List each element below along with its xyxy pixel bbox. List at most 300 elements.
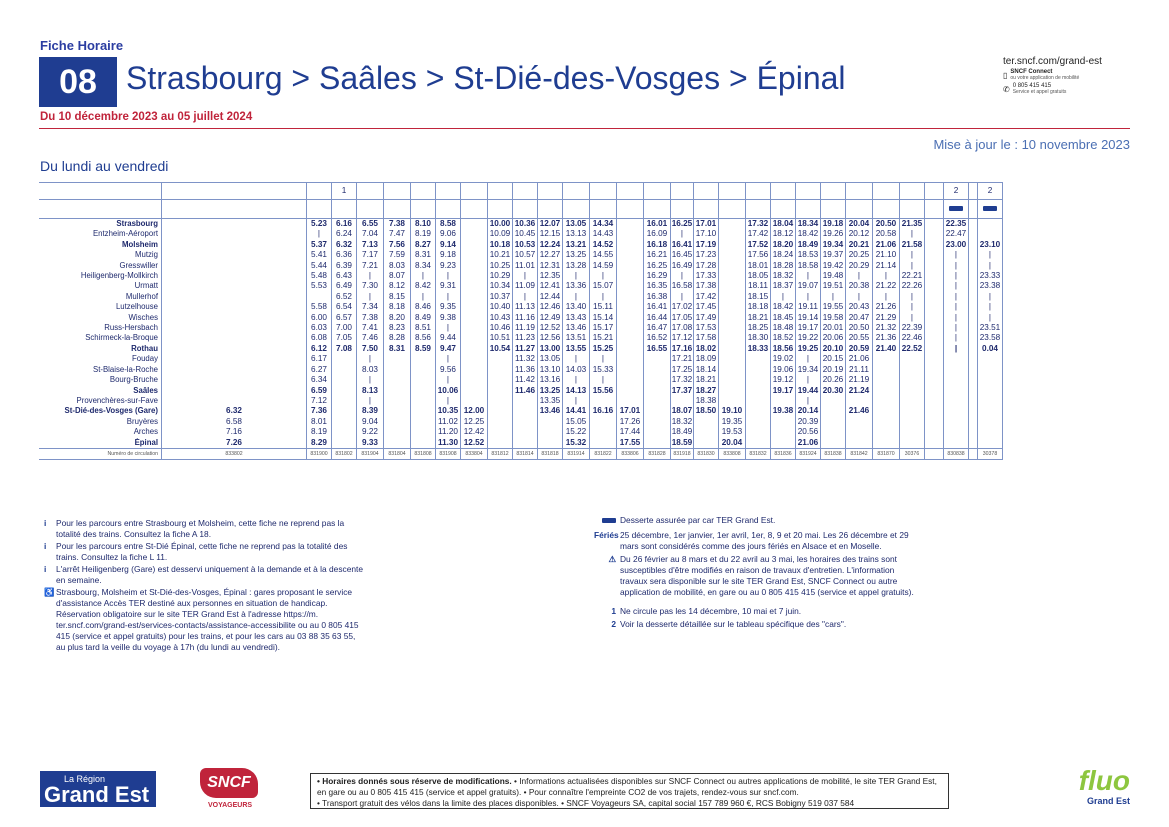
departure-time: 11.02 bbox=[436, 417, 461, 427]
departure-time: 10.51 bbox=[488, 333, 513, 343]
departure-time: 19.17 bbox=[796, 323, 821, 333]
region-grand-est-logo bbox=[40, 771, 156, 807]
departure-time: 12.41 bbox=[538, 281, 563, 291]
departure-time: 22.39 bbox=[900, 323, 925, 333]
departure-time bbox=[461, 271, 488, 281]
departure-time bbox=[644, 354, 671, 364]
note-cell bbox=[563, 183, 590, 200]
service-type-cell bbox=[821, 200, 846, 219]
departure-time: 13.16 bbox=[538, 375, 563, 385]
train-number: 831832 bbox=[746, 448, 771, 459]
departure-time: | bbox=[563, 271, 590, 281]
note-cell bbox=[411, 183, 436, 200]
departure-time: 10.57 bbox=[513, 250, 538, 260]
train-number bbox=[969, 448, 978, 459]
departure-time bbox=[969, 396, 978, 406]
service-type-cell bbox=[969, 200, 978, 219]
departure-time: 8.56 bbox=[411, 333, 436, 343]
departure-time: 18.20 bbox=[771, 240, 796, 250]
sncf-logo-mark: SNCF bbox=[200, 768, 258, 798]
departure-time: 19.18 bbox=[821, 219, 846, 230]
departure-time: 17.01 bbox=[617, 406, 644, 416]
departure-time: | bbox=[900, 302, 925, 312]
departure-time bbox=[873, 427, 900, 437]
departure-time bbox=[461, 229, 488, 239]
departure-time: 17.25 bbox=[671, 364, 693, 374]
departure-time: | bbox=[873, 271, 900, 281]
header-station-cell bbox=[39, 200, 162, 219]
departure-time: 6.58 bbox=[162, 417, 307, 427]
service-type-cell bbox=[671, 200, 694, 219]
timetable bbox=[39, 182, 1003, 460]
departure-time bbox=[384, 375, 411, 385]
departure-time bbox=[719, 219, 746, 230]
departure-time: 12.56 bbox=[538, 333, 563, 343]
departure-time: 9.14 bbox=[436, 240, 461, 250]
departure-time: | bbox=[411, 271, 436, 281]
legend-text: Ne circule pas les 14 décembre, 10 mai et 7 juin. bbox=[620, 606, 802, 616]
departure-time bbox=[846, 427, 873, 437]
departure-time bbox=[846, 417, 873, 427]
departure-time: 5.48 bbox=[307, 271, 332, 281]
legend-text: Voir la desserte détaillée sur le tableau spécifique des "cars". bbox=[620, 619, 847, 629]
station-name: Provenchères-sur-Fave bbox=[76, 395, 158, 405]
departure-time: 6.39 bbox=[332, 261, 357, 271]
departure-time: 19.48 bbox=[821, 271, 846, 281]
departure-time bbox=[513, 427, 538, 437]
departure-time: 21.35 bbox=[900, 219, 925, 230]
departure-time: 9.18 bbox=[436, 250, 461, 260]
departure-time: 20.10 bbox=[821, 344, 846, 354]
line-number-badge: 08 bbox=[39, 57, 117, 107]
departure-time bbox=[969, 302, 978, 312]
departure-time: 10.00 bbox=[488, 219, 513, 230]
departure-time: 17.05 bbox=[671, 312, 693, 322]
departure-time: 13.36 bbox=[563, 281, 590, 291]
station-name: Lutzelhouse bbox=[115, 302, 158, 312]
train-number-label: Numéro de circulation bbox=[39, 448, 162, 459]
departure-time: 18.34 bbox=[796, 219, 821, 230]
departure-time: 7.00 bbox=[332, 323, 357, 333]
departure-time: 17.38 bbox=[694, 281, 719, 291]
service-type-cell bbox=[357, 200, 384, 219]
departure-time: 8.18 bbox=[384, 302, 411, 312]
departure-time: 17.32 bbox=[671, 375, 693, 385]
departure-time: 15.33 bbox=[590, 365, 617, 375]
legend-item bbox=[594, 530, 924, 552]
departure-time: 23.10 bbox=[978, 240, 1003, 250]
service-type-cell bbox=[694, 200, 719, 219]
departure-time: 20.04 bbox=[719, 438, 746, 449]
departure-time: 5.37 bbox=[307, 240, 332, 250]
departure-time bbox=[162, 386, 307, 396]
departure-time: 8.12 bbox=[384, 281, 411, 291]
departure-time: 10.29 bbox=[488, 271, 513, 281]
departure-time: | bbox=[900, 261, 925, 271]
station-name: St-Dié-des-Vosges (Gare) bbox=[64, 406, 158, 416]
departure-time: 20.12 bbox=[846, 229, 873, 239]
departure-time bbox=[978, 406, 1003, 416]
departure-time: 17.53 bbox=[694, 323, 719, 333]
departure-time bbox=[925, 396, 944, 406]
departure-time: 17.12 bbox=[671, 333, 693, 343]
note-item bbox=[44, 564, 364, 586]
departure-time: 21.06 bbox=[846, 354, 873, 364]
departure-time: 16.41 bbox=[644, 302, 671, 312]
departure-time bbox=[461, 344, 488, 354]
departure-time: 17.08 bbox=[671, 323, 693, 333]
departure-time: 12.44 bbox=[538, 292, 563, 302]
departure-time: 10.46 bbox=[488, 323, 513, 333]
departure-time: 19.38 bbox=[771, 406, 796, 416]
departure-time bbox=[719, 354, 746, 364]
departure-time bbox=[925, 386, 944, 396]
departure-time: 21.14 bbox=[873, 261, 900, 271]
departure-time bbox=[746, 417, 771, 427]
departure-time: 17.55 bbox=[617, 438, 644, 449]
departure-time: | bbox=[944, 292, 969, 302]
departure-time: 18.58 bbox=[796, 261, 821, 271]
departure-time bbox=[162, 261, 307, 271]
note-cell bbox=[925, 183, 944, 200]
departure-time: 18.38 bbox=[694, 396, 719, 406]
departure-time bbox=[617, 240, 644, 250]
departure-time bbox=[719, 333, 746, 343]
departure-time bbox=[925, 333, 944, 343]
departure-time: 0.04 bbox=[978, 344, 1003, 354]
departure-time: 6.16 bbox=[332, 219, 357, 230]
departure-time: 17.52 bbox=[746, 240, 771, 250]
departure-time bbox=[771, 427, 796, 437]
departure-time: 18.49 bbox=[796, 240, 821, 250]
departure-time: 13.55 bbox=[563, 344, 590, 354]
train-number: 831842 bbox=[846, 448, 873, 459]
note-cell bbox=[846, 183, 873, 200]
departure-time bbox=[461, 375, 488, 385]
departure-time: 19.35 bbox=[719, 417, 746, 427]
departure-time: 6.03 bbox=[307, 323, 332, 333]
departure-time: 8.39 bbox=[357, 406, 384, 416]
departure-time: 7.56 bbox=[384, 240, 411, 250]
departure-time: | bbox=[846, 271, 873, 281]
departure-time bbox=[162, 344, 307, 354]
timetable-row bbox=[39, 375, 1003, 385]
departure-time bbox=[900, 427, 925, 437]
departure-time bbox=[461, 240, 488, 250]
departure-time bbox=[384, 396, 411, 406]
departure-time: 18.27 bbox=[694, 386, 719, 396]
departure-time: 17.10 bbox=[694, 229, 719, 239]
departure-time bbox=[617, 323, 644, 333]
departure-time: 11.01 bbox=[513, 261, 538, 271]
departure-time bbox=[644, 438, 671, 449]
departure-time: 6.32 bbox=[162, 406, 307, 416]
departure-time bbox=[821, 417, 846, 427]
departure-time bbox=[978, 438, 1003, 449]
legend-label: 1 bbox=[611, 606, 616, 616]
departure-time bbox=[590, 438, 617, 449]
departure-time: 16.09 bbox=[644, 229, 671, 239]
departure-time: 17.56 bbox=[746, 250, 771, 260]
departure-time: 21.46 bbox=[846, 406, 873, 416]
footer-line1-bold: • Horaires donnés sous réserve de modifications. bbox=[317, 776, 512, 786]
departure-time: 11.32 bbox=[513, 354, 538, 364]
departure-time bbox=[944, 406, 969, 416]
departure-time: 19.07 bbox=[796, 281, 821, 291]
departure-time bbox=[719, 240, 746, 250]
footer-line2: • Transport gratuit des vélos dans la limite des places disponibles. • SNCF Voyageurs SA, capital social 157 789 960 €, RCS Bobigny 519 037 584 bbox=[317, 798, 855, 808]
note-cell bbox=[488, 183, 513, 200]
departure-time bbox=[873, 406, 900, 416]
legend-text: Du 26 février au 8 mars et du 22 avril au 3 mai, les horaires des trains sont susceptibles d'être modifiés en raison de travaux d'entretien. L'information travaux sera disponible sur le site TER Grand Est, SNCF Connect ou autre application de mobilité, en gare ou au 0 805 415 415 (service et appel gratuits). bbox=[620, 554, 914, 597]
departure-time: 16.25 bbox=[644, 261, 671, 271]
departure-time bbox=[873, 354, 900, 364]
departure-time bbox=[384, 365, 411, 375]
timetable-row bbox=[39, 354, 1003, 364]
station-name: Entzheim-Aéroport bbox=[92, 229, 158, 239]
departure-time: 10.54 bbox=[488, 344, 513, 354]
service-type-cell bbox=[644, 200, 671, 219]
timetable-row bbox=[39, 396, 1003, 406]
departure-time bbox=[969, 375, 978, 385]
timetable-row bbox=[39, 344, 1003, 354]
departure-time: 17.02 bbox=[671, 302, 693, 312]
departure-time bbox=[821, 438, 846, 449]
departure-time bbox=[617, 396, 644, 406]
departure-time bbox=[978, 229, 1003, 239]
station-name: Mullerhof bbox=[125, 291, 158, 301]
notes-left bbox=[44, 518, 364, 654]
departure-time: 16.01 bbox=[644, 219, 671, 230]
departure-time: 11.27 bbox=[513, 344, 538, 354]
departure-time: 17.58 bbox=[694, 333, 719, 343]
departure-time bbox=[944, 365, 969, 375]
departure-time: 23.38 bbox=[978, 281, 1003, 291]
departure-time bbox=[925, 427, 944, 437]
departure-time: 22.47 bbox=[944, 229, 969, 239]
departure-time: | bbox=[796, 375, 821, 385]
departure-time: 8.31 bbox=[384, 344, 411, 354]
note-cell bbox=[821, 183, 846, 200]
station-name: Strasbourg bbox=[39, 219, 162, 230]
departure-time bbox=[411, 438, 436, 449]
departure-time: 11.23 bbox=[513, 333, 538, 343]
departure-time bbox=[900, 365, 925, 375]
departure-time bbox=[925, 375, 944, 385]
departure-time: | bbox=[944, 344, 969, 354]
departure-time: 14.13 bbox=[563, 386, 590, 396]
departure-time: 16.41 bbox=[671, 239, 693, 249]
departure-time: 20.15 bbox=[821, 354, 846, 364]
phone-sub: Service et appel gratuits bbox=[1012, 89, 1067, 95]
departure-time: 19.34 bbox=[796, 365, 821, 375]
departure-time bbox=[900, 375, 925, 385]
service-type-cell bbox=[332, 200, 357, 219]
train-number: 831830 bbox=[694, 448, 719, 459]
departure-time bbox=[332, 386, 357, 396]
departure-time: 9.31 bbox=[436, 281, 461, 291]
departure-time: 20.43 bbox=[846, 302, 873, 312]
departure-time: 7.17 bbox=[357, 250, 384, 260]
departure-time bbox=[719, 302, 746, 312]
departure-time: 7.21 bbox=[357, 261, 384, 271]
website-link[interactable]: ter.sncf.com/grand-est bbox=[1003, 56, 1102, 67]
departure-time bbox=[307, 292, 332, 302]
departure-time bbox=[969, 427, 978, 437]
departure-time bbox=[925, 250, 944, 260]
departure-time: 8.01 bbox=[307, 417, 332, 427]
departure-time bbox=[461, 313, 488, 323]
departure-time: 8.15 bbox=[384, 292, 411, 302]
service-type-cell bbox=[900, 200, 925, 219]
departure-time: | bbox=[357, 271, 384, 281]
departure-time: 19.44 bbox=[796, 386, 821, 396]
contact-box bbox=[1003, 56, 1131, 100]
departure-time bbox=[384, 406, 411, 416]
departure-time bbox=[925, 229, 944, 239]
departure-time bbox=[746, 375, 771, 385]
train-number: 831924 bbox=[796, 448, 821, 459]
departure-time: 19.51 bbox=[821, 281, 846, 291]
departure-time: 22.21 bbox=[900, 271, 925, 281]
departure-time bbox=[746, 406, 771, 416]
departure-time: 6.59 bbox=[307, 386, 332, 396]
departure-time bbox=[873, 386, 900, 396]
departure-time: 13.46 bbox=[563, 323, 590, 333]
departure-time: 13.10 bbox=[538, 365, 563, 375]
departure-time: 12.00 bbox=[461, 406, 488, 416]
departure-time: 7.36 bbox=[307, 406, 332, 416]
service-type-cell bbox=[771, 200, 796, 219]
train-number: 831918 bbox=[671, 448, 694, 459]
departure-time bbox=[538, 438, 563, 449]
note-cell bbox=[357, 183, 384, 200]
departure-time bbox=[969, 323, 978, 333]
departure-time: 17.26 bbox=[617, 417, 644, 427]
departure-time bbox=[162, 396, 307, 406]
departure-time: 16.47 bbox=[644, 323, 671, 333]
station-name: Molsheim bbox=[122, 239, 158, 249]
note-cell bbox=[746, 183, 771, 200]
departure-time: | bbox=[671, 292, 694, 302]
departure-time bbox=[332, 396, 357, 406]
service-type-cell bbox=[846, 200, 873, 219]
departure-time: 5.41 bbox=[307, 250, 332, 260]
service-type-cell bbox=[978, 200, 1003, 219]
notes-right bbox=[594, 515, 924, 632]
departure-time bbox=[411, 406, 436, 416]
departure-time: | bbox=[590, 292, 617, 302]
sncf-voyageurs-logo bbox=[200, 768, 260, 812]
departure-time: 16.49 bbox=[671, 260, 693, 270]
departure-time bbox=[925, 417, 944, 427]
timetable-row bbox=[39, 427, 1003, 437]
departure-time: 18.24 bbox=[771, 250, 796, 260]
departure-time: 22.26 bbox=[900, 281, 925, 291]
departure-time: 10.36 bbox=[513, 219, 538, 230]
departure-time: 19.25 bbox=[796, 344, 821, 354]
departure-time: | bbox=[590, 271, 617, 281]
timetable-row bbox=[39, 240, 1003, 250]
departure-time bbox=[719, 323, 746, 333]
departure-time: 17.45 bbox=[694, 302, 719, 312]
departure-time: 9.33 bbox=[357, 438, 384, 449]
departure-time bbox=[969, 354, 978, 364]
departure-time bbox=[617, 229, 644, 239]
departure-time bbox=[644, 375, 671, 385]
departure-time: 17.23 bbox=[694, 250, 719, 260]
departure-time bbox=[162, 375, 307, 385]
departure-time: 20.25 bbox=[846, 250, 873, 260]
departure-time: 12.15 bbox=[538, 229, 563, 239]
service-type-cell bbox=[563, 200, 590, 219]
departure-time: | bbox=[590, 354, 617, 364]
departure-time bbox=[746, 386, 771, 396]
departure-time: 15.05 bbox=[563, 417, 590, 427]
service-type-cell bbox=[411, 200, 436, 219]
departure-time: 20.04 bbox=[846, 219, 873, 230]
departure-time: 7.38 bbox=[384, 219, 411, 230]
departure-time: 13.00 bbox=[538, 344, 563, 354]
legend-item bbox=[594, 619, 924, 630]
departure-time: 20.30 bbox=[821, 386, 846, 396]
departure-time: 20.14 bbox=[796, 406, 821, 416]
service-type-cell bbox=[944, 200, 969, 219]
departure-time: 8.13 bbox=[357, 386, 384, 396]
departure-time bbox=[719, 365, 746, 375]
departure-time: 6.27 bbox=[307, 365, 332, 375]
departure-time: 14.41 bbox=[563, 406, 590, 416]
departure-time: 19.37 bbox=[821, 250, 846, 260]
departure-time: 13.05 bbox=[538, 354, 563, 364]
departure-time bbox=[461, 261, 488, 271]
header-divider bbox=[39, 128, 1130, 129]
station-name: Schirmeck-la-Broque bbox=[85, 333, 158, 343]
departure-time bbox=[821, 396, 846, 406]
departure-time bbox=[411, 354, 436, 364]
departure-time: 19.53 bbox=[719, 427, 746, 437]
departure-time: 17.44 bbox=[617, 427, 644, 437]
departure-time bbox=[978, 417, 1003, 427]
departure-time: 7.46 bbox=[357, 333, 384, 343]
departure-time: 18.04 bbox=[771, 219, 796, 230]
departure-time bbox=[873, 438, 900, 449]
timetable-row bbox=[39, 438, 1003, 449]
departure-time bbox=[461, 386, 488, 396]
departure-time bbox=[925, 240, 944, 250]
train-number: 831804 bbox=[384, 448, 411, 459]
departure-time: 17.49 bbox=[694, 313, 719, 323]
departure-time: 19.22 bbox=[796, 333, 821, 343]
timetable-row bbox=[39, 219, 1003, 230]
departure-time bbox=[925, 323, 944, 333]
departure-time bbox=[978, 354, 1003, 364]
note-cell bbox=[719, 183, 746, 200]
service-type-cell bbox=[513, 200, 538, 219]
departure-time: 7.13 bbox=[357, 240, 384, 250]
departure-time: 21.36 bbox=[873, 333, 900, 343]
departure-time bbox=[162, 219, 307, 230]
sncf-connect-label: SNCF Connect bbox=[1010, 69, 1053, 75]
departure-time bbox=[969, 271, 978, 281]
departure-time bbox=[162, 240, 307, 250]
notes-header-row bbox=[39, 183, 1003, 200]
note-cell: 1 bbox=[332, 183, 357, 200]
departure-time bbox=[944, 354, 969, 364]
departure-time: 20.50 bbox=[873, 219, 900, 230]
departure-time: 8.42 bbox=[411, 281, 436, 291]
departure-time bbox=[719, 396, 746, 406]
